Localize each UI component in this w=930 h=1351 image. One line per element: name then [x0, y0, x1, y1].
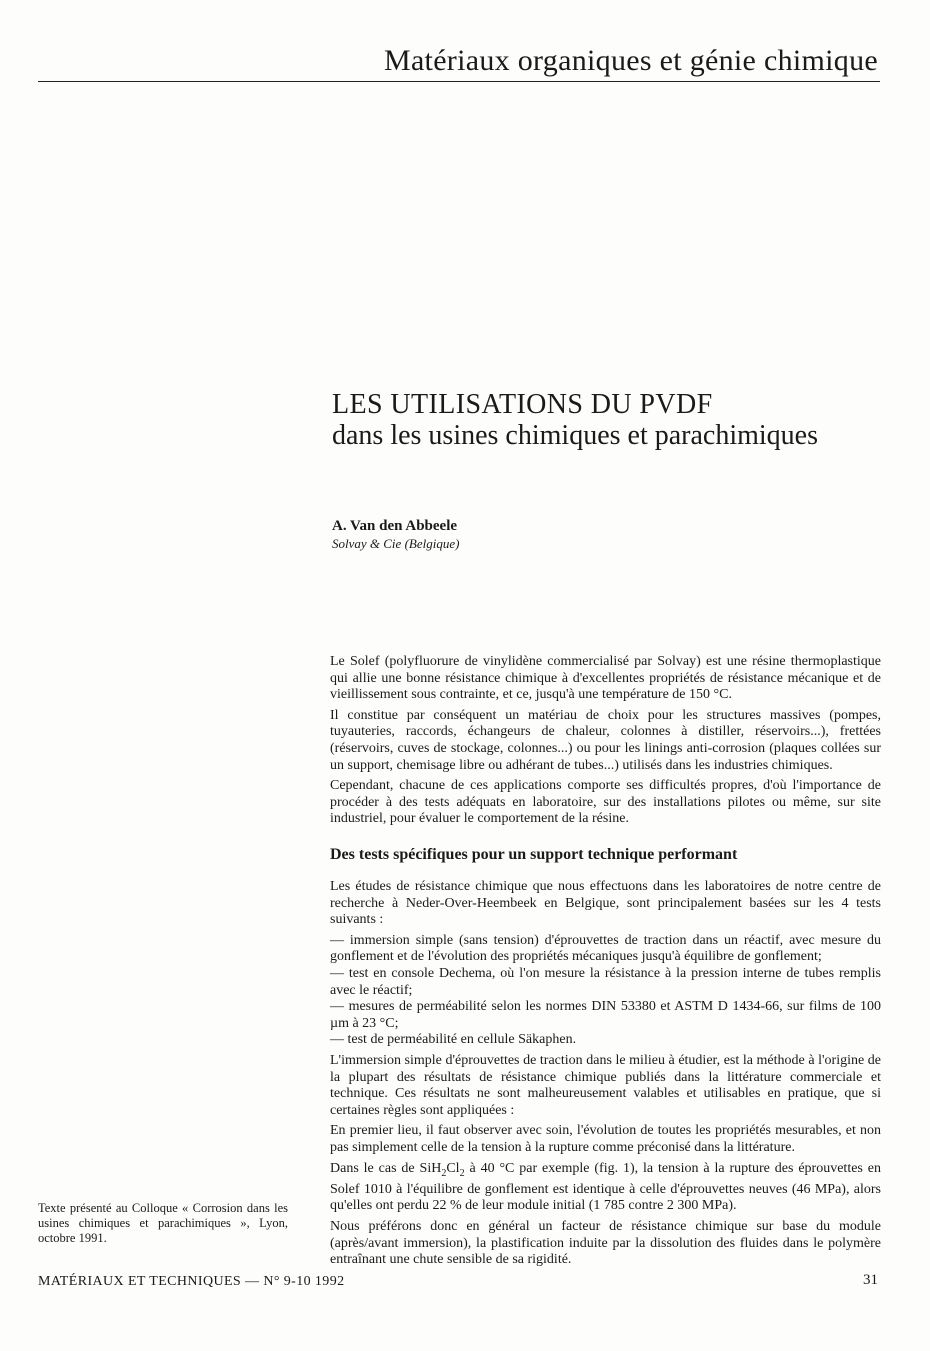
text-span: Cl — [446, 1160, 460, 1176]
list-item: — immersion simple (sans tension) d'éprouvettes de traction dans un réactif, avec mesure du gonflement et de l'évolution des propriétés mécaniques jusqu'à équilibre de gonflement; — [330, 932, 881, 965]
list-item: — test de perméabilité en cellule Säkaphen. — [330, 1032, 577, 1048]
section-header: Matériaux organiques et génie chimique — [383, 44, 878, 77]
author-name: A. Van den Abbeele — [332, 518, 458, 534]
page-number: 31 — [863, 1272, 878, 1288]
author-block — [332, 517, 892, 553]
list-item: — test en console Dechema, où l'on mesure la résistance à la pression interne de tubes remplis avec le réactif; — [330, 965, 881, 998]
subscript: 2 — [441, 1167, 447, 1179]
body-paragraph: En premier lieu, il faut observer avec soin, l'évolution de toutes les propriétés mesurables, et non pas simplement celle de la tension à la rupture comme préconisé dans la littérature. — [330, 1123, 881, 1155]
sidenote: Texte présenté au Colloque « Corrosion dans les usines chimiques et parachimiques », Lyon, octobre 1991. — [38, 1201, 288, 1245]
text-span: Dans le cas de SiH — [330, 1160, 442, 1176]
footer-journal: MATÉRIAUX ET TECHNIQUES — N° 9-10 1992 — [38, 1274, 345, 1289]
abstract-paragraph: Cependant, chacune de ces applications comporte ses difficultés propres, d'où l'importance de procéder à des tests adéquats en laboratoire, sur des installations pilotes ou même, sur site industriel, pour évaluer le comportement de la résine. — [330, 778, 881, 827]
abstract-paragraph: Il constitue par conséquent un matériau de choix pour les structures massives (pompes, tuyauteries, raccords, échangeurs de chaleur, colonnes à distiller, réservoirs...), frettées (réservoirs, cuves de stockage, colonnes...) ou pour les linings anti-corrosion (plaques collées sur un support, chemisage libre ou adhérant de tubes...) utilisés dans les industries chimiques. — [330, 707, 881, 773]
abstract — [330, 654, 881, 832]
body-paragraph: L'immersion simple d'éprouvettes de traction dans le milieu à étudier, est la méthode à l'origine de la plupart des résultats de résistance chimique publiés dans la littérature commerciale et technique. Ces résultats ne sont malheureusement valables et utilisables en pratique, que si certaines règles sont appliquées : — [330, 1052, 881, 1118]
abstract-paragraph: Le Solef (polyfluorure de vinylidène commercialisé par Solvay) est une résine thermoplastique qui allie une bonne résistance chimique à d'excellentes propriétés de résistance mécanique et de vieillissement sous contrainte, et ce, jusqu'à une température de 150 °C. — [330, 654, 881, 703]
body-paragraph — [330, 1161, 881, 1216]
article-title: LES UTILISATIONS DU PVDF — [332, 389, 713, 420]
body-text — [330, 879, 881, 1273]
article-subtitle: dans les usines chimiques et parachimiques — [332, 420, 818, 451]
text-span: à 40 °C par exemple (fig. 1), la tension à la rupture des éprouvettes en Solef 1010 à l'équilibre de gonflement est identique à celle d'éprouvettes neuves (46 MPa), alors qu'elles ont perdu 22 % de leur module initial (1 785 contre 2 300 MPa). — [330, 1160, 881, 1214]
author-affiliation: Solvay & Cie (Belgique) — [332, 536, 460, 551]
body-paragraph: Nous préférons donc en général un facteur de résistance chimique sur base du module (après/avant immersion), la plastification induite par la dissolution des fluides dans le polymère entraînant une chute sensible de sa rigidité. — [330, 1219, 881, 1268]
section-heading: Des tests spécifiques pour un support technique performant — [330, 846, 738, 863]
header-rule — [38, 81, 880, 82]
body-paragraph: Les études de résistance chimique que nous effectuons dans les laboratoires de notre centre de recherche à Neder-Over-Heembeek en Belgique, sont principalement basées sur les 4 tests suivants : — [330, 879, 881, 928]
title-block — [332, 390, 892, 452]
list-item: — mesures de perméabilité selon les normes DIN 53380 et ASTM D 1434-66, sur films de 100 µm à 23 °C; — [330, 999, 881, 1031]
test-list — [330, 933, 881, 1049]
subscript: 2 — [459, 1167, 465, 1179]
